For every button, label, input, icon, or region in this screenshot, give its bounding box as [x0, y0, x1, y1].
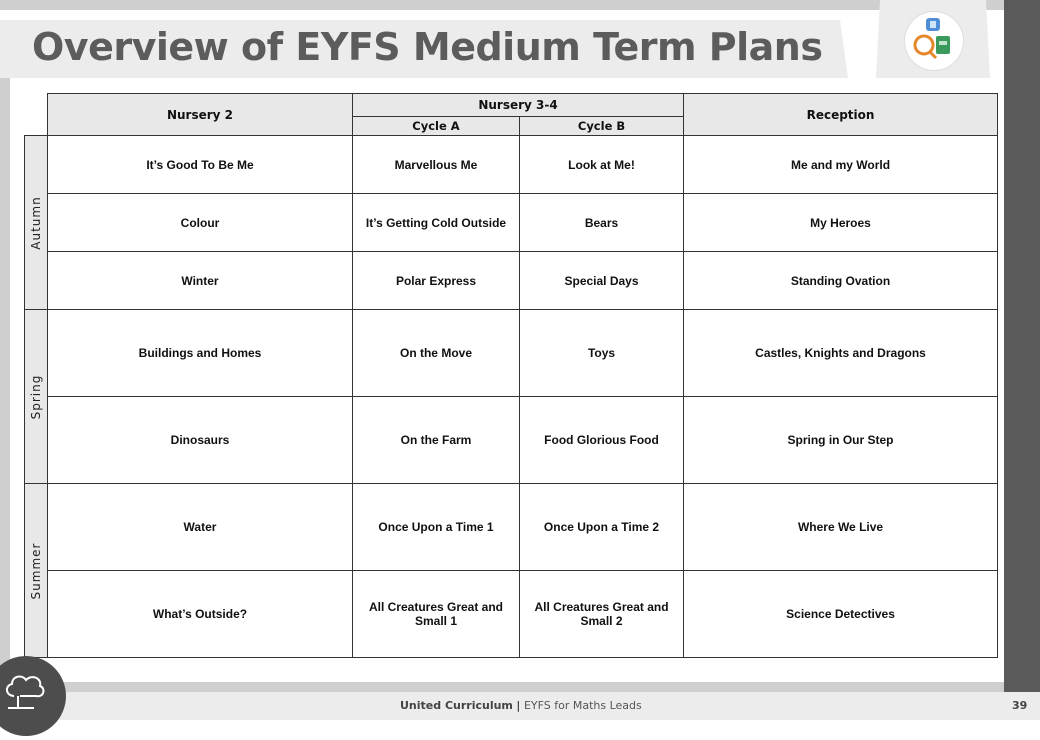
- header-nursery-3-4: Nursery 3-4: [353, 94, 684, 117]
- cell-cycle-b: Once Upon a Time 2: [520, 484, 684, 571]
- cell-cycle-a: On the Move: [353, 310, 520, 397]
- cell-nursery-2: Colour: [48, 194, 353, 252]
- cell-nursery-2: What’s Outside?: [48, 571, 353, 658]
- cell-reception: Science Detectives: [684, 571, 998, 658]
- cell-cycle-a: Polar Express: [353, 252, 520, 310]
- term-spring: Spring: [25, 310, 48, 484]
- page-title: Overview of EYFS Medium Term Plans: [32, 25, 823, 69]
- cell-reception: Castles, Knights and Dragons: [684, 310, 998, 397]
- page-number: 39: [1012, 699, 1028, 712]
- right-side-band: [1004, 0, 1040, 720]
- cell-nursery-2: Buildings and Homes: [48, 310, 353, 397]
- cell-nursery-2: Winter: [48, 252, 353, 310]
- cell-cycle-a: It’s Getting Cold Outside: [353, 194, 520, 252]
- table-row: [25, 194, 998, 252]
- footer-decor-bar: [0, 682, 1004, 692]
- cell-cycle-a: Marvellous Me: [353, 136, 520, 194]
- cell-nursery-2: It’s Good To Be Me: [48, 136, 353, 194]
- table-row: [25, 252, 998, 310]
- cell-nursery-2: Dinosaurs: [48, 397, 353, 484]
- footer-caption: [400, 699, 642, 712]
- cell-reception: Where We Live: [684, 484, 998, 571]
- medium-term-plans-table: [24, 93, 998, 658]
- table-row: [25, 397, 998, 484]
- cell-cycle-b: Toys: [520, 310, 684, 397]
- cell-cycle-b: Look at Me!: [520, 136, 684, 194]
- cell-nursery-2: Water: [48, 484, 353, 571]
- footer-brand: United Curriculum: [400, 699, 513, 712]
- cell-reception: Standing Ovation: [684, 252, 998, 310]
- cell-cycle-a: All Creatures Great and Small 1: [353, 571, 520, 658]
- table-row: [25, 310, 998, 397]
- cell-cycle-a: Once Upon a Time 1: [353, 484, 520, 571]
- left-side-band: [0, 78, 10, 682]
- cell-cycle-b: Bears: [520, 194, 684, 252]
- cell-reception: Me and my World: [684, 136, 998, 194]
- table-row: [25, 484, 998, 571]
- cell-cycle-b: Special Days: [520, 252, 684, 310]
- term-autumn: Autumn: [25, 136, 48, 310]
- header-nursery-2: Nursery 2: [48, 94, 353, 136]
- table-row: [25, 136, 998, 194]
- top-decor-bar: [0, 0, 1004, 10]
- header-cycle-b: Cycle B: [520, 117, 684, 136]
- cell-reception: Spring in Our Step: [684, 397, 998, 484]
- table-row: [25, 571, 998, 658]
- header-reception: Reception: [684, 94, 998, 136]
- cell-reception: My Heroes: [684, 194, 998, 252]
- cell-cycle-a: On the Farm: [353, 397, 520, 484]
- cell-cycle-b: Food Glorious Food: [520, 397, 684, 484]
- footer-separator: |: [516, 699, 521, 712]
- tree-logo-icon: [0, 656, 66, 736]
- cell-cycle-b: All Creatures Great and Small 2: [520, 571, 684, 658]
- footer-subtitle: EYFS for Maths Leads: [523, 699, 642, 712]
- header-cycle-a: Cycle A: [353, 117, 520, 136]
- maths-science-logo-icon: [904, 11, 964, 71]
- term-summer: Summer: [25, 484, 48, 658]
- table-corner: [25, 94, 48, 136]
